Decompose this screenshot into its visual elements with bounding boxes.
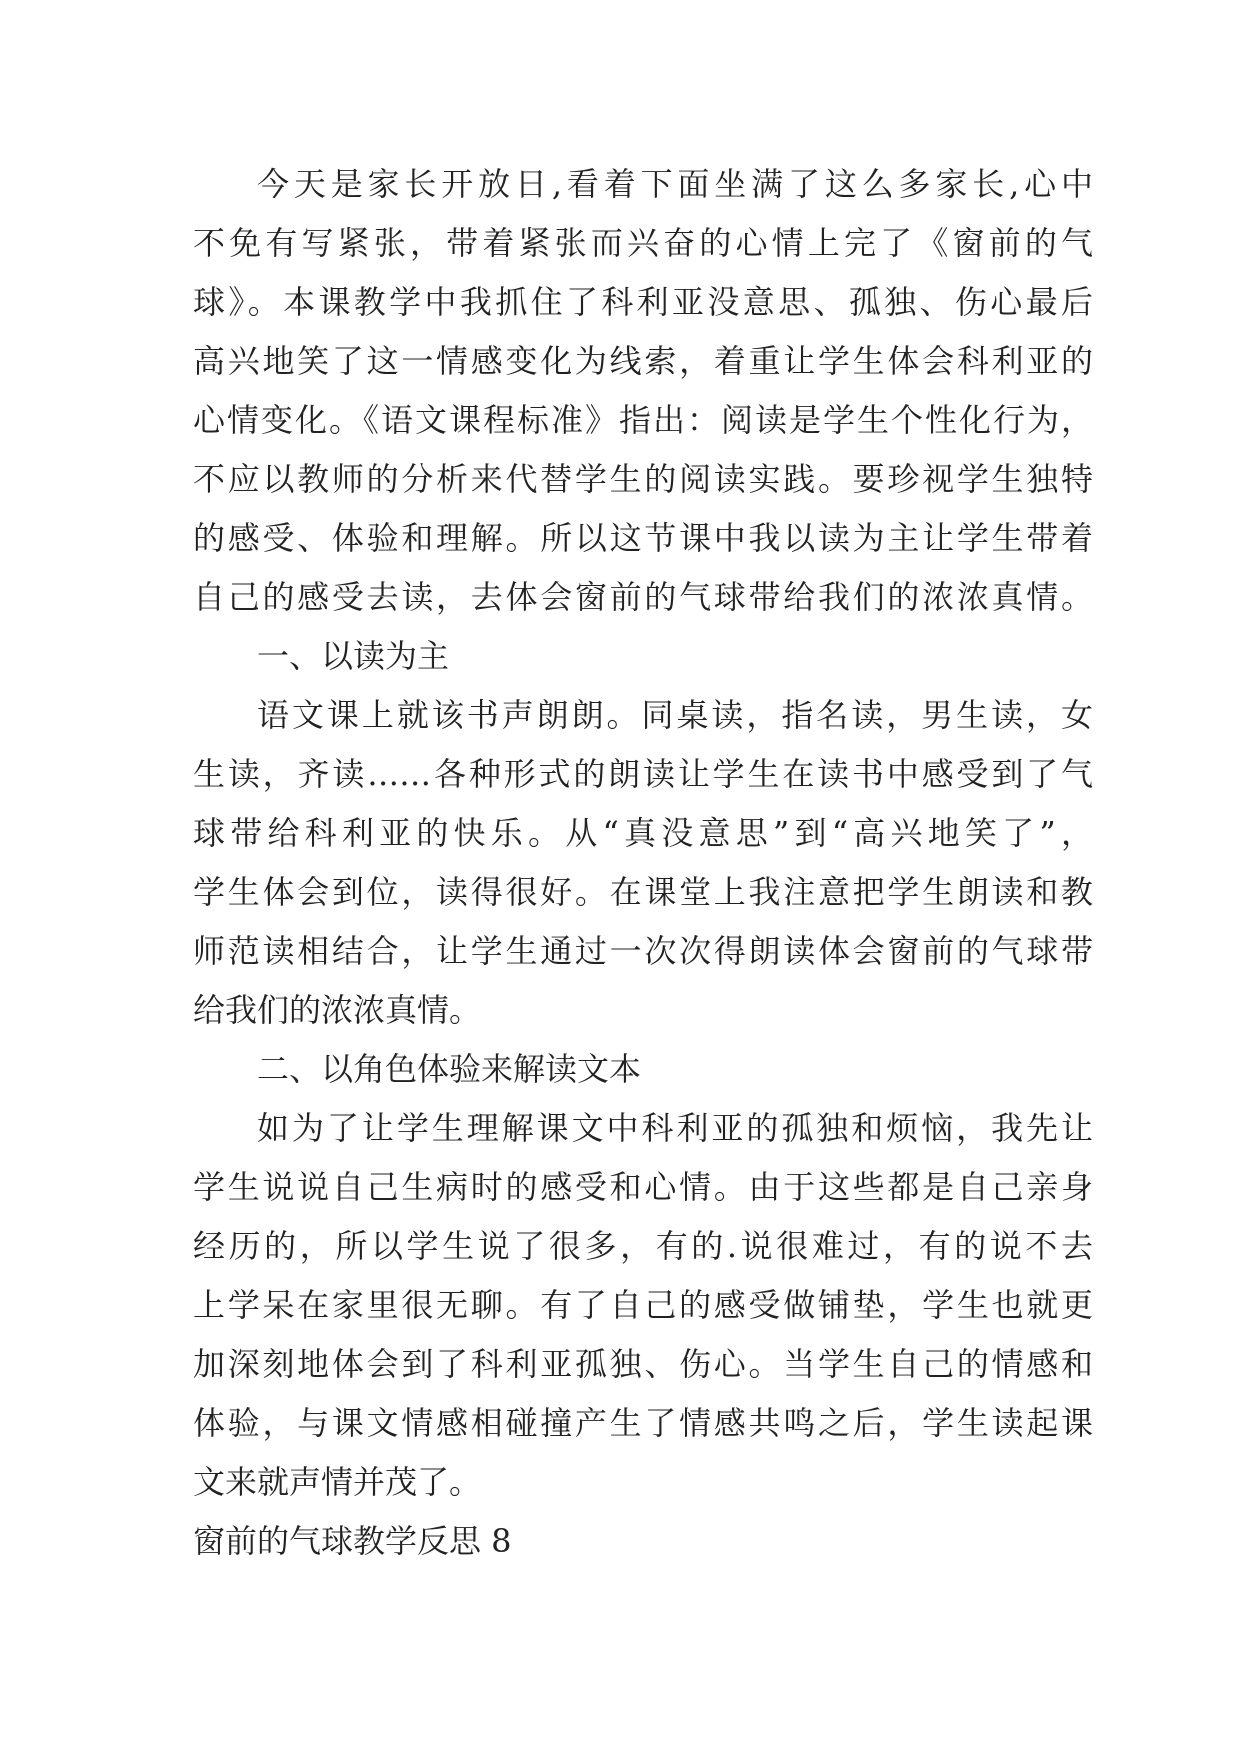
paragraph-line: 学生体会到位，读得很好。在课堂上我注意把学生朗读和教 bbox=[193, 873, 1093, 911]
paragraph-line: 上学呆在家里很无聊。有了自己的感受做铺垫，学生也就更 bbox=[193, 1286, 1093, 1324]
paragraph-line: 今天是家长开放日,看着下面坐满了这么多家长,心中 bbox=[257, 165, 1093, 203]
paragraph-line: 文来就声情并茂了。 bbox=[193, 1463, 482, 1501]
paragraph-line: 语文课上就该书声朗朗。同桌读，指名读，男生读，女 bbox=[257, 696, 1093, 734]
paragraph-line: 生读，齐读……各种形式的朗读让学生在读书中感受到了气 bbox=[193, 755, 1093, 793]
paragraph-line: 的感受、体验和理解。所以这节课中我以读为主让学生带着 bbox=[193, 519, 1093, 557]
paragraph-line: 师范读相结合，让学生通过一次次得朗读体会窗前的气球带 bbox=[193, 932, 1093, 970]
paragraph-line: 学生说说自己生病时的感受和心情。由于这些都是自己亲身 bbox=[193, 1168, 1093, 1206]
paragraph-line: 高兴地笑了这一情感变化为线索，着重让学生体会科利亚的 bbox=[193, 342, 1093, 380]
paragraph-line: 球带给科利亚的快乐。从“真没意思”到“高兴地笑了”， bbox=[193, 814, 1093, 852]
section-heading: 二、以角色体验来解读文本 bbox=[257, 1050, 642, 1088]
document-body bbox=[193, 155, 1093, 1571]
paragraph-line: 如为了让学生理解课文中科利亚的孤独和烦恼，我先让 bbox=[257, 1109, 1093, 1147]
paragraph-line: 体验，与课文情感相碰撞产生了情感共鸣之后，学生读起课 bbox=[193, 1404, 1093, 1442]
paragraph-line: 自己的感受去读，去体会窗前的气球带给我们的浓浓真情。 bbox=[193, 578, 1093, 616]
paragraph-line: 经历的，所以学生说了很多，有的.说很难过，有的说不去 bbox=[193, 1227, 1093, 1265]
section-heading: 一、以读为主 bbox=[257, 637, 450, 675]
paragraph-line: 心情变化。《语文课程标准》指出：阅读是学生个性化行为， bbox=[193, 401, 1093, 439]
paragraph-line: 加深刻地体会到了科利亚孤独、伤心。当学生自己的情感和 bbox=[193, 1345, 1093, 1383]
paragraph-line: 不应以教师的分析来代替学生的阅读实践。要珍视学生独特 bbox=[193, 460, 1093, 498]
next-section-title: 窗前的气球教学反思 8 bbox=[193, 1522, 512, 1560]
paragraph-line: 不免有写紧张，带着紧张而兴奋的心情上完了《窗前的气 bbox=[193, 224, 1093, 262]
paragraph-line: 球》。本课教学中我抓住了科利亚没意思、孤独、伤心最后 bbox=[193, 283, 1093, 321]
paragraph-line: 给我们的浓浓真情。 bbox=[193, 991, 482, 1029]
